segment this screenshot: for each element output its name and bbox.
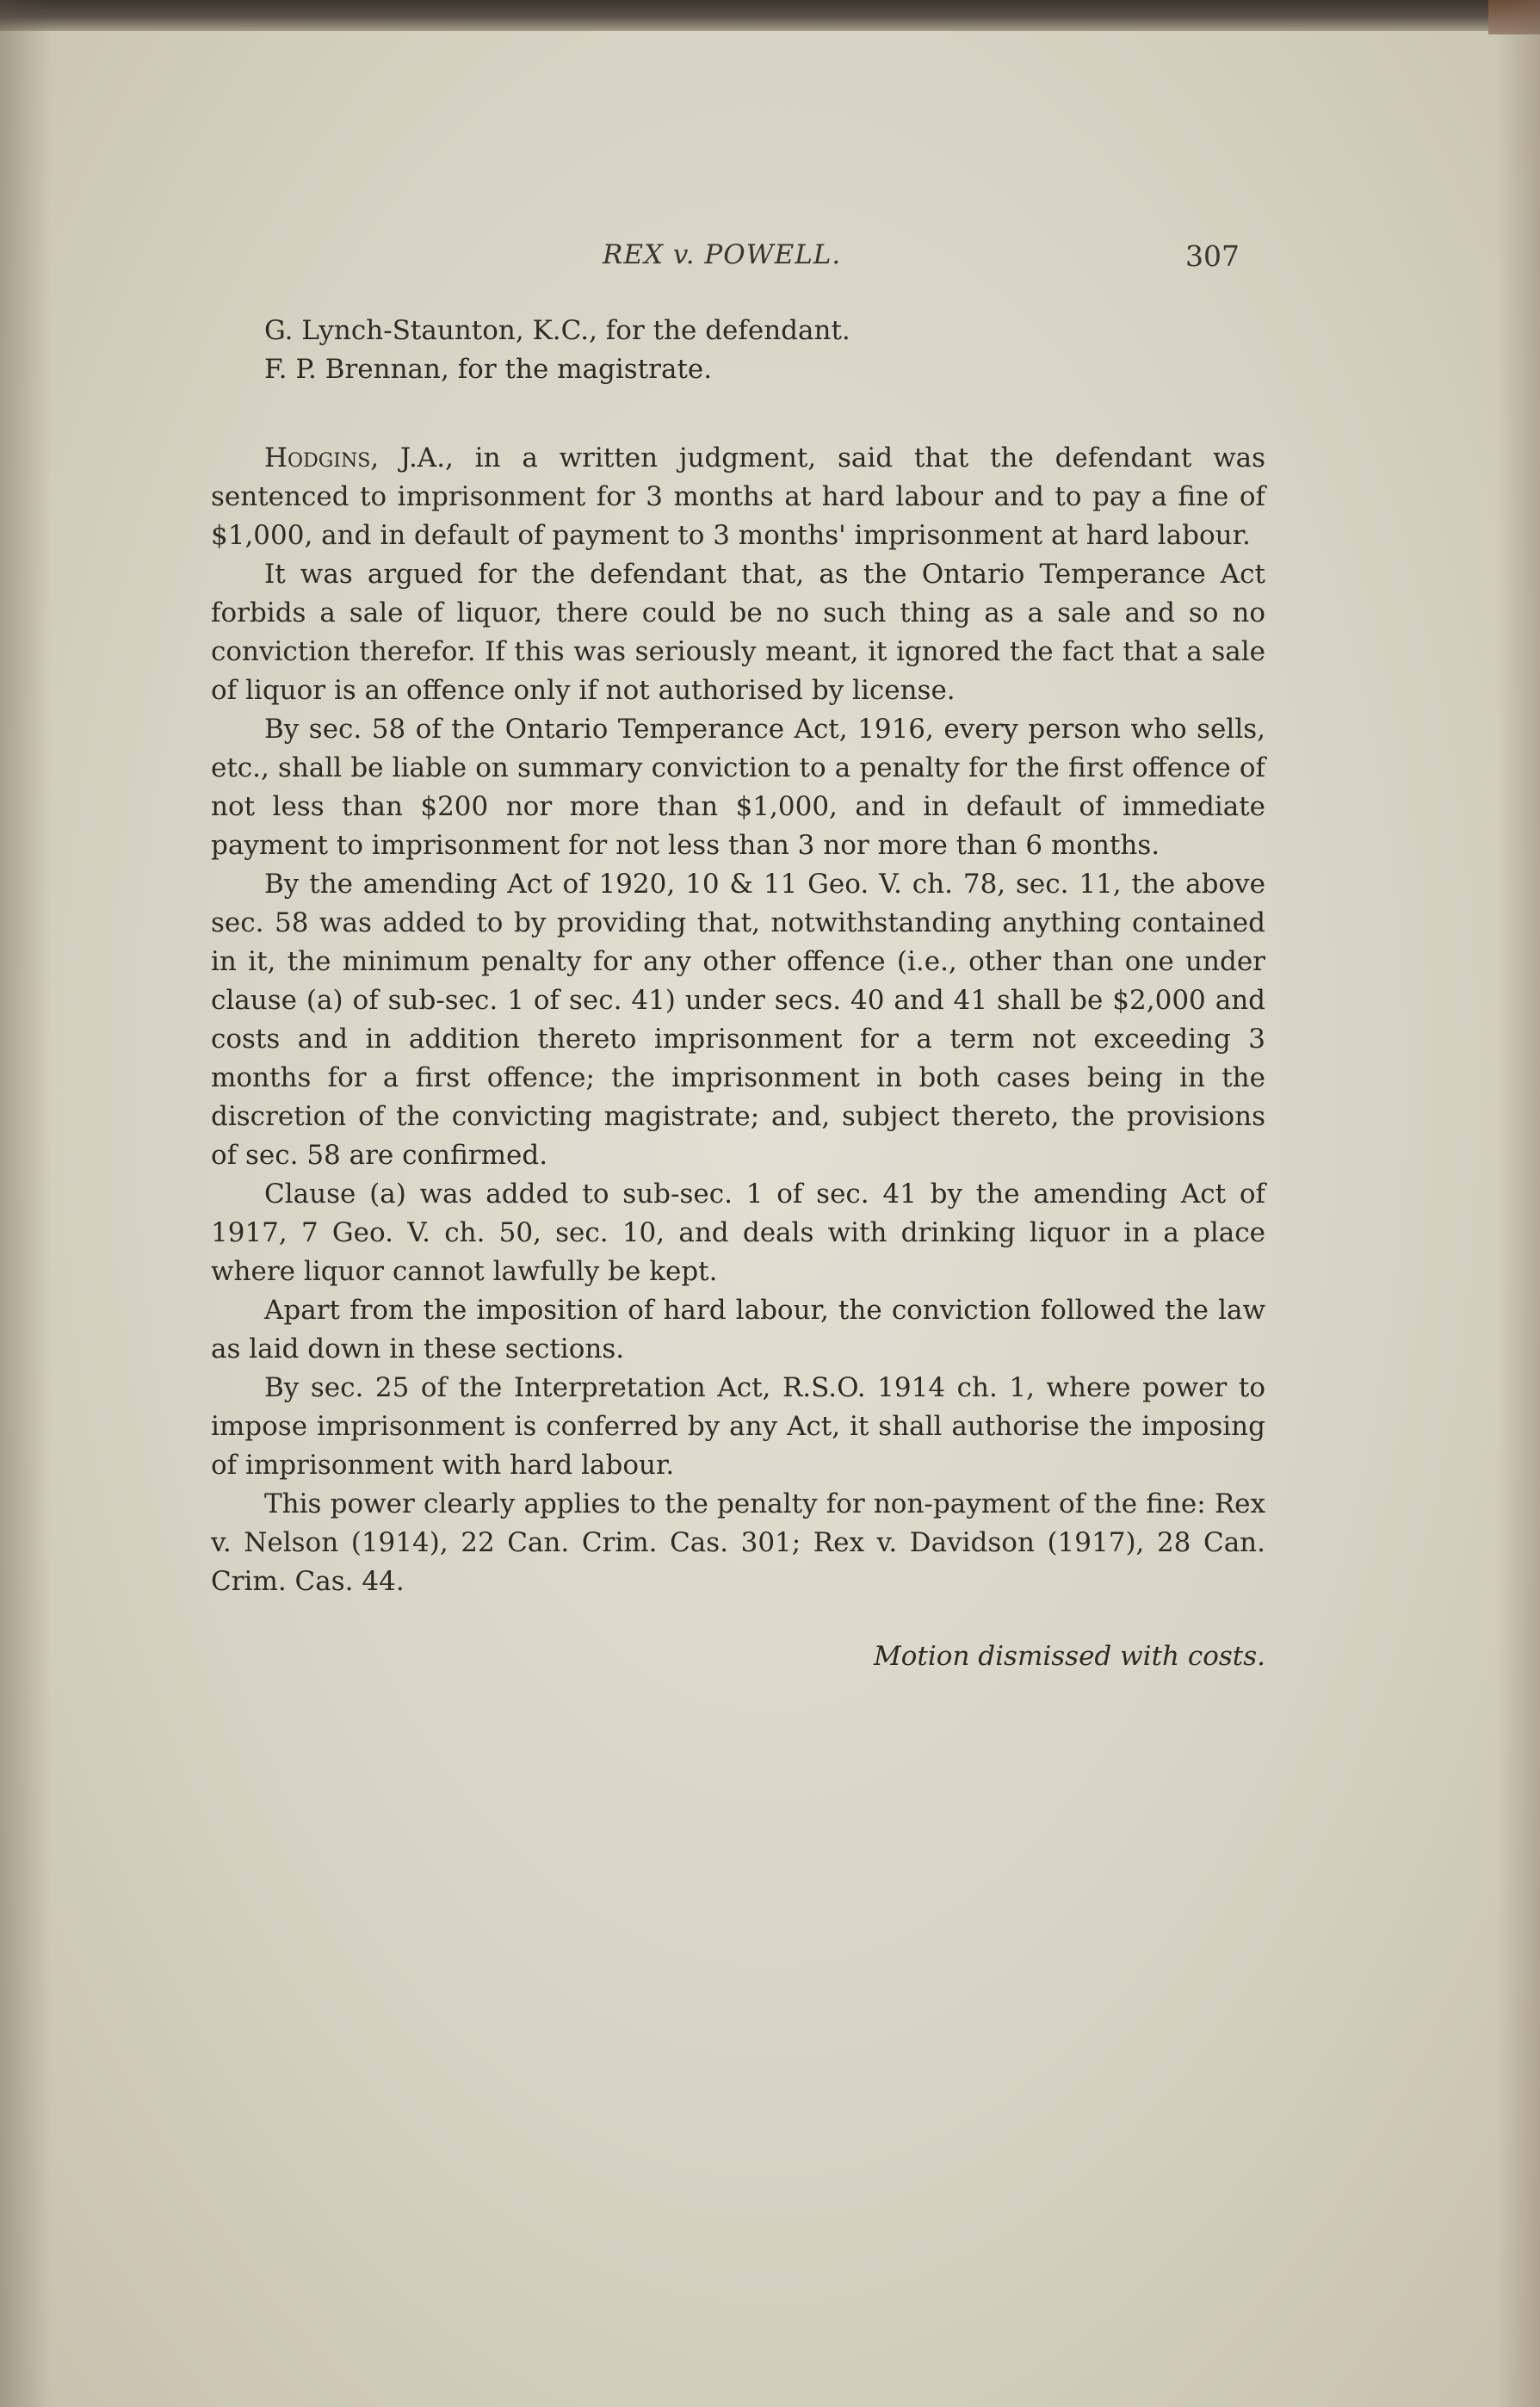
running-title: REX v. POWELL.	[603, 239, 842, 270]
judge-name: Hodgins, J.A.	[264, 442, 446, 473]
running-head	[258, 239, 1240, 282]
judgment-paragraph: By sec. 58 of the Ontario Temperance Act, 1916, every person who sells, etc., shall be liable on summary conviction to a penalty for the first offence of not less than $200 nor more than $1,000, and in default of immediate payment to imprisonment for not less than 3 nor more than 6 months.	[211, 714, 1265, 861]
judgment-paragraph: By the amending Act of 1920, 10 & 11 Geo. V. ch. 78, sec. 11, the above sec. 58 was added to by providing that, notwithstanding anything contained in it, the minimum penalty for any other offence (i.e., other than one under clause (a) of sub-sec. 1 of sec. 41) under secs. 40 and 41 shall be $2,000 and costs and in addition thereto imprisonment for a term not exceeding 3 months for a first offence; the imprisonment in both cases being in the discretion of the convicting magistrate; and, subject thereto, the provisions of sec. 58 are confirmed.	[211, 869, 1265, 1171]
judgment-paragraph: Apart from the imposition of hard labour, the conviction followed the law as laid down in these sections.	[211, 1295, 1265, 1364]
judgment-paragraph: This power clearly applies to the penalty for non-payment of the fine: Rex v. Nelson (1914), 22 Can. Crim. Cas. 301; Rex v. Davidson (1917), 28 Can. Crim. Cas. 44.	[211, 1488, 1265, 1597]
judgment-paragraph: Clause (a) was added to sub-sec. 1 of sec. 41 by the amending Act of 1917, 7 Geo. V. ch. 50, sec. 10, and deals with drinking liquor in a place where liquor cannot lawfully be kept.	[211, 1179, 1265, 1287]
gutter-shadow	[0, 0, 52, 2407]
judgment-paragraph: It was argued for the defendant that, as the Ontario Temperance Act forbids a sale of liquor, there could be no such thing as a sale and so no conviction therefor. If this was seriously meant, it ignored the fact that a sale of liquor is an offence only if not authorised by license.	[211, 559, 1265, 706]
page-top-edge	[0, 0, 1540, 31]
judgment-paragraph: By sec. 25 of the Interpretation Act, R.S.O. 1914 ch. 1, where power to impose imprisonment is conferred by any Act, it shall authorise the imposing of imprisonment with hard labour.	[211, 1372, 1265, 1481]
disposition-row	[211, 1637, 1265, 1676]
edge-shadow	[1497, 0, 1540, 2407]
judgment-opening-paragraph	[211, 439, 1265, 555]
page-number: 307	[1185, 239, 1240, 273]
counsel-line: G. Lynch-Staunton, K.C., for the defendant.	[264, 315, 850, 346]
counsel-line: F. P. Brennan, for the magistrate.	[264, 354, 713, 385]
counsel-list	[211, 312, 1265, 389]
disposition: Motion dismissed with costs.	[874, 1641, 1265, 1672]
judgment-opening-text: , in a written judgment, said that the defendant was sentenced to imprisonment for 3 months at hard labour and to pay a fine of $1,000, and in default of payment to 3 months' imprisonment at hard labour.	[211, 442, 1265, 551]
page-text	[211, 312, 1265, 1676]
